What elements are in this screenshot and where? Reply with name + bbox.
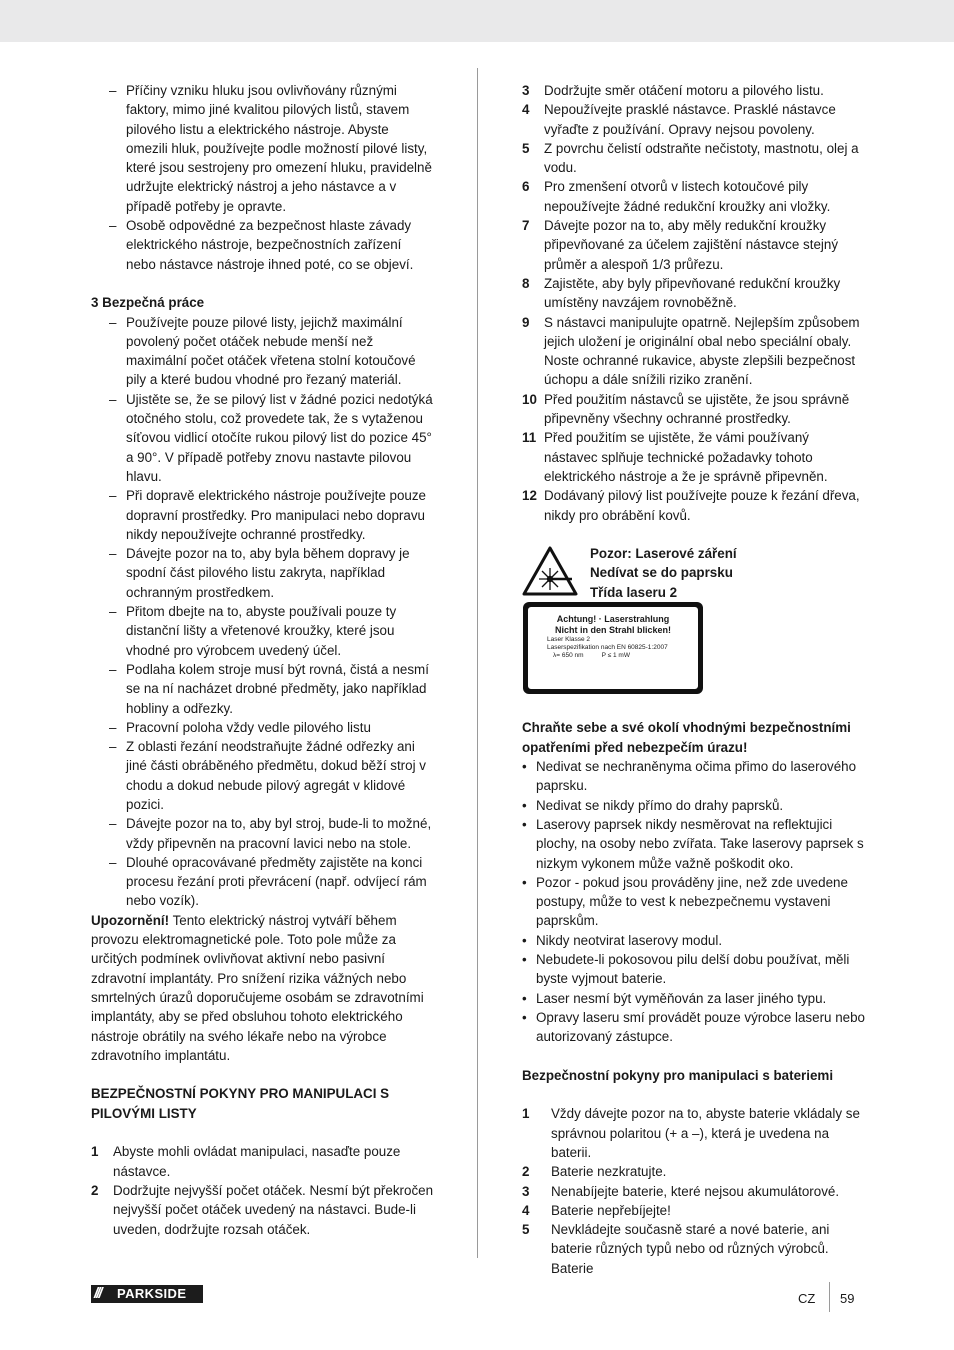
laser-heading: Pozor: Laserové záření Nedívat se do paprsku Třída laseru 2 — [590, 546, 737, 600]
bullet-item: • Pozor - pokud jsou prováděny jine, než zde uvedene postupy, může to vest k nebezpečnemu vystaveni paprskům. — [522, 874, 848, 929]
numbered-item: 6 Pro zmenšení otvorů v listech kotoučové pily nepoužívejte žádné redukční kroužky ani vložky. — [522, 179, 831, 214]
dash-item: – Podlaha kolem stroje musí být rovná, čistá a nesmí se na ní nacházet drobné předměty, jako například hobliny a odřezky. — [109, 661, 429, 716]
laser-warning — [522, 544, 865, 699]
numbered-item: 3 Dodržujte směr otáčení motoru a pilového listu. — [522, 83, 824, 98]
numbered-item: 2 Dodržujte nejvyšší počet otáček. Nesmí být překročen nejvyšší počet otáček uvedený na nástavci. Bude-li uveden, dodržujte rozsah otáček. — [91, 1182, 434, 1237]
numbered-item: 11 Před použitím se ujistěte, že vámi používaný nástavec splňuje technické požadavky tohoto elektrického nástroje a že je správně připevněn. — [522, 430, 828, 484]
numbered-item: 4 Nepoužívejte prasklé nástavce. Prasklé nástavce vyřaďte z používání. Opravy nejsou povoleny. — [522, 102, 836, 137]
numbered-item: 10 Před použitím nástavců se ujistěte, že jsou správně připevněny všechny ochranné prostředky. — [522, 391, 850, 427]
laser-class-label: Achtung! · Laserstrahlung Nicht in den Strahl blicken! Laser Klasse 2 Laserspezifikation nach EN 60825-1:2007 λ= 650 nm P ≤ 1 mW — [523, 602, 703, 694]
dash-item: – Pracovní poloha vždy vedle pilového listu — [109, 719, 371, 735]
numbered-item: 2 Baterie nezkratujte. — [522, 1164, 667, 1180]
protect-heading: Chraňte sebe a své okolí vhodnými bezpečnostními opatřeními před nebezpečím úrazu! — [522, 720, 851, 755]
footer-divider — [829, 1282, 830, 1312]
dash-item: – Přitom dbejte na to, abyste používali pouze ty distanční lišty a vřetenové kroužky, které jsou vhodné pro výrobcem uvedený účel. — [109, 604, 397, 658]
right-column — [522, 81, 865, 1278]
parkside-logo: /// PARKSIDE — [91, 1285, 203, 1303]
bullet-item: • Laserovy paprsek nikdy nesměrovat na reflektujici plochy, na osoby nebo zvířata. Take laserovy paprsek s nizkym vykonem může važně poškodit oko. — [522, 816, 864, 871]
dash-item: – Příčiny vzniku hluku jsou ovlivňovány různými faktory, mimo jiné kvalitou pilových listů, stavem pilového listu a elektrického nástroje. Abyste omezili hluk, používejte podle možností pilové listy, které jsou sestrojeny pro omezení hluku, pravidelně udržujte elektrický nástroj a jeho nástavce a v případě potřeby je opravte. — [109, 83, 432, 214]
numbered-item: 12 Dodávaný pilový list používejte pouze k řezání dřeva, nikdy pro obrábění kovů. — [522, 488, 860, 523]
dash-item: – Dlouhé opracovávané předměty zajistěte na konci procesu řezání proti převrácení (např. odvíjecí rám nebo vozík). — [109, 854, 427, 909]
blade-heading: BEZPEČNOSTNÍ POKYNY PRO MANIPULACI S PILOVÝMI LISTY — [91, 1086, 390, 1121]
dash-item: – Z oblasti řezání neodstraňujte žádné odřezky ani jiné části obráběného předmětu, dokud běží stroj v chodu a dokud nebude pilový agregát v klidové pozici. — [109, 739, 426, 812]
laser-hazard-icon — [522, 546, 578, 596]
bullet-item: • Opravy laseru smí provádět pouze výrobce laseru nebo autorizovaný zástupce. — [522, 1009, 865, 1045]
dash-item: – Osobě odpovědné za bezpečnost hlaste závady elektrického nástroje, bezpečnostních zařízení nebo nástavce nástroje ihned poté, co se objeví. — [109, 218, 414, 272]
numbered-item: 7 Dávejte pozor na to, aby měly redukční kroužky připevňované za účelem zajištění nástavce stejný průměr a alespoň 1/3 průřezu. — [522, 218, 839, 272]
numbered-item: 4 Baterie nepřebíjejte! — [522, 1202, 671, 1218]
dash-item: – Ujistěte se, že se pilový list v žádné pozici nedotýká otočného stolu, což provedete tak, že s vytaženou síťovou vidlicí otočíte rukou pilový list do pozice 45° a 90°. V případě potřeby znovu nastavte pilovou hlavu. — [109, 391, 433, 484]
numbered-item: 9 S nástavci manipulujte opatrně. Nejlepším způsobem jejich uložení je originální obal nebo speciální obaly. Noste ochranné rukavice, abyste zlepšili bezpečnost úchopu a dále snížili riziko zranění. — [522, 314, 860, 388]
bullet-item: • Laser nesmí být vyměňován za laser jiného typu. — [522, 990, 827, 1006]
header-band — [0, 0, 954, 42]
dash-item: – Při dopravě elektrického nástroje používejte pouze dopravní prostředky. Pro manipulaci nebo dopravu nikdy nepoužívejte ochranné prostředky. — [109, 488, 426, 542]
dash-item: – Používejte pouze pilové listy, jejichž maximální povolený počet otáček nebude menší než maximální počet otáček vřetena stolní kotoučové pily a které budou vhodné pro řezaný materiál. — [109, 314, 416, 388]
column-divider — [477, 68, 478, 1258]
bullet-item: • Nedivat se nechraněnyma očima přimo do laserového paprsku. — [522, 759, 857, 794]
page-number: 59 — [840, 1291, 855, 1306]
left-column — [91, 81, 434, 1239]
numbered-item: 3 Nenabíjejte baterie, které nejsou akumulátorové. — [522, 1183, 840, 1199]
language-code: CZ — [798, 1291, 816, 1306]
bullet-item: • Nebudete-li pokosovou pilu delší dobu používat, měli byste vyjmout baterie. — [522, 951, 850, 987]
numbered-item: 8 Zajistěte, aby byly připevňované redukční kroužky umístěny navzájem rovnoběžně. — [522, 275, 841, 311]
numbered-item: 5 Nevkládejte současně staré a nové baterie, ani baterie různých typů nebo od různých výrobců. Baterie — [522, 1222, 830, 1276]
battery-heading: Bezpečnostní pokyny pro manipulaci s bateriemi — [522, 1067, 834, 1083]
section-heading: 3 Bezpečná práce — [91, 295, 205, 311]
warning-paragraph: Upozornění! Tento elektrický nástroj vytváří během provozu elektromagnetické pole. Toto pole může za určitých podmínek ovlivňovat aktivní nebo pasivní zdravotní implantáty. Pro snížení rizika vážných nebo smrtelných úrazů doporučujeme osobám se zdravotními implantáty, aby se před obsluhou tohoto elektrického nástroje obrátily na svého lékaře nebo na výrobce zdravotního implantátu. — [91, 912, 424, 1063]
numbered-item: 1 Vždy dávejte pozor na to, abyste baterie vkládaly se správnou polaritou (+ a –), která je uvedena na baterii. — [522, 1106, 860, 1160]
dash-item: – Dávejte pozor na to, aby byl stroj, bude-li to možné, vždy připevněn na pracovní lavici nebo na stole. — [109, 816, 432, 851]
dash-item: – Dávejte pozor na to, aby byla během dopravy je spodní část pilového listu zakryta, například ochranným prostředkem. — [109, 546, 410, 600]
numbered-item: 1 Abyste mohli ovládat manipulaci, nasaďte pouze nástavce. — [91, 1144, 401, 1179]
bullet-item: • Nedivat se nikdy přímo do drahy paprsků. — [522, 797, 784, 813]
numbered-item: 5 Z povrchu čelistí odstraňte nečistoty, mastnotu, olej a vodu. — [522, 140, 859, 176]
bullet-item: • Nikdy neotvirat laserovy modul. — [522, 932, 723, 948]
